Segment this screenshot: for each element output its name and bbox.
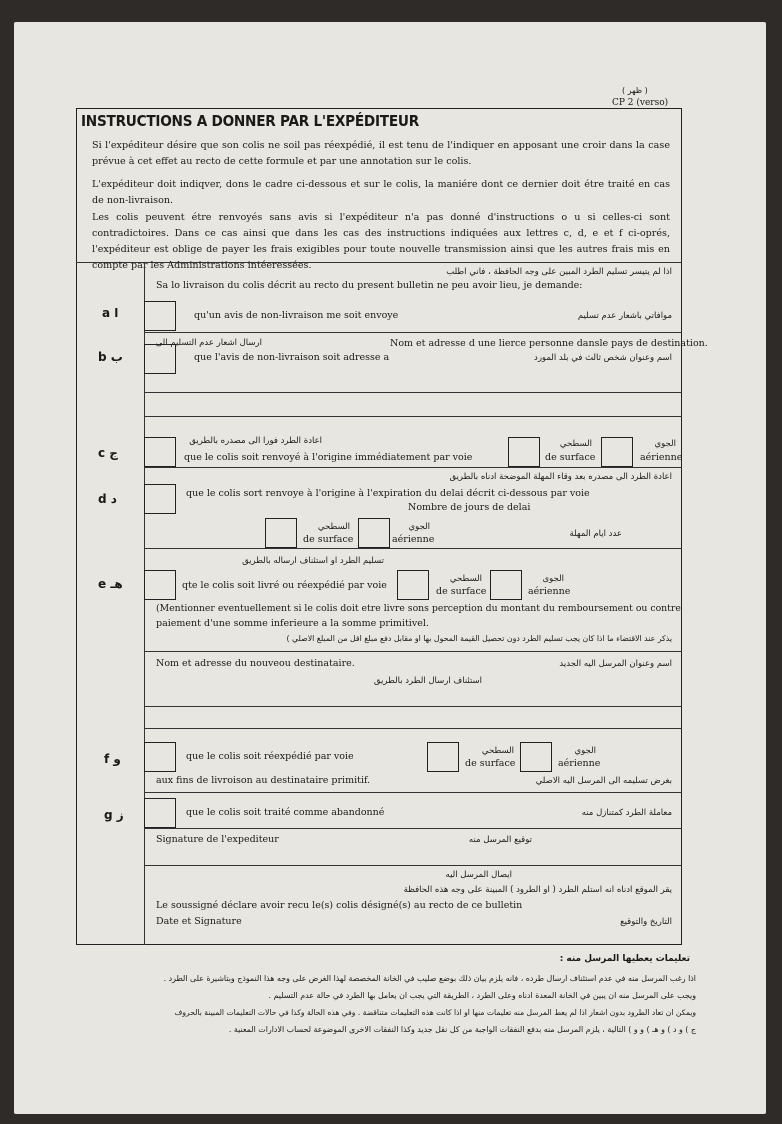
row-e-note-arabic: يذكر عند الاقتضاء ما اذا كان يجب تسليم الطرد دون تحصيل القيمة المحول بها او مقابل دفع مبلغ اقل من المبلغ الاصلي ) [286, 634, 672, 643]
sender-signature-arabic: توقيع المرسل منه [468, 835, 532, 845]
divider-e2 [144, 706, 682, 707]
request-text: Sa lo livraison du colis décrit au recto du present bulletin ne peu avoir lieu, je demande: [156, 280, 583, 291]
row-c-text: que le colis soit renvoyé à l'origine immédiatement par voie [184, 452, 473, 463]
row-e-label: e هـ [98, 577, 123, 591]
divider-f [144, 792, 682, 793]
row-e-air-label: aérienne [528, 586, 571, 597]
row-d-delay-label: Nombre de jours de delai [408, 502, 531, 513]
row-b-name-label: Nom et adresse d une lierce personne danslе pays de destination. [390, 338, 708, 349]
receipt-declaration: Le soussigné déclare avoir recu le(s) colis désigné(s) au recto de ce bulletin [156, 900, 523, 911]
receipt-arabic: يقر الموقع ادناه انه استلم الطرد ( او الطرود ) المبينة على وجه هذه الحافظة [403, 885, 672, 895]
row-d-air-checkbox[interactable] [358, 518, 390, 548]
table-top-line [76, 262, 682, 263]
row-e-note-line-2: paiement d'une somme inferieure a la somme primitivel. [156, 618, 429, 629]
row-f-air-label: aérienne [558, 758, 601, 769]
row-e-note-line-1: (Mentionner eventuellement si le colis doit etre livre sons perception du montant du remboursement ou contre [156, 603, 681, 614]
row-d-surface-checkbox[interactable] [265, 518, 297, 548]
row-b-label: b ب [98, 350, 123, 364]
form-title: INSTRUCTIONS A DONNER PAR L'EXPÉDITEUR [81, 112, 419, 130]
footer-line-3: ويمكن ان تعاد الطرود بدون اشعار اذا لم يعط المرسل منه تعليمات منها او اذا كانت هذه التعليمات متناقضة . وفي هذه الحالة وكذا في حالات التعليمات المبينة بالحروف [174, 1008, 696, 1017]
row-e-arabic-top: تسليم الطرد او استئناف ارساله بالطريق [242, 556, 384, 566]
row-b-arabic-top: ارسال اشعار عدم التسليم الى [155, 338, 262, 348]
form-code: CP 2 (verso) [612, 98, 669, 108]
divider-b2 [144, 416, 682, 417]
row-b-text: que l'avis de non-livraison soit adresse a [194, 352, 390, 363]
row-e-new-recipient-arabic: اسم وعنوان المرسل اليه الجديد [559, 659, 672, 669]
row-a-label: a ا [102, 306, 119, 320]
row-d-checkbox[interactable] [144, 484, 176, 514]
row-g-arabic: معاملة الطرد كمتنازل منه [581, 808, 672, 818]
row-g-text: que le colis soit traité comme abandonné [186, 807, 385, 818]
row-g-label: g ز [104, 808, 124, 822]
row-c-air-arabic: الجوي [654, 439, 676, 449]
date-signature-arabic: التاريخ والتوقيع [620, 917, 672, 927]
row-f-text-2: aux fins de livroison au destinataire primitif. [156, 775, 371, 786]
row-g-checkbox[interactable] [144, 798, 176, 828]
receipt-title-arabic: ايصال المرسل اليه [445, 870, 512, 880]
row-c-surface-arabic: السطحي [559, 439, 592, 449]
row-e-surface-label: de surface [436, 586, 487, 597]
divider-signature [144, 865, 682, 866]
intro-paragraph-2: L'expéditeur doit indiqver, dons le cadre ci-dessous et sur le colis, la maniére dont ce dernier doit étre traité en cas de non-livraison. [92, 179, 670, 206]
row-b-checkbox[interactable] [144, 344, 176, 374]
row-c-arabic-top: اعادة الطرد فورا الى مصدره بالطريق [189, 436, 322, 446]
row-f-arabic-2: بغرض تسليمه الى المرسل اليه الاصلي [535, 776, 672, 786]
sender-signature-label: Signature de l'expediteur [156, 834, 279, 845]
row-c-surface-label: de surface [545, 452, 596, 463]
footer-line-1: اذا رغب المرسل منه في عدم استئناف ارسال طرده ، فانه يلزم بيان ذلك بوضع صليب في الخانة المخصصة لهذا الغرض على وجه هذا النموذج وبتاشيرة على الطرد . [163, 974, 696, 983]
divider-d [144, 548, 682, 549]
footer-title: تعليمات يعطيها المرسل منه : [559, 954, 690, 964]
date-signature-label: Date et Signature [156, 916, 242, 927]
row-a-arabic: موافاتي باشعار عدم تسليم [577, 311, 672, 321]
row-c-label: c ج [98, 446, 118, 460]
row-f-surface-arabic: السطحي [481, 746, 514, 756]
row-a-checkbox[interactable] [144, 301, 176, 331]
row-f-air-arabic: الجوي [574, 746, 596, 756]
row-e-surface-arabic: السطحي [449, 574, 482, 584]
row-e-surface-checkbox[interactable] [397, 570, 429, 600]
request-arabic: اذا لم يتيسر تسليم الطرد المبين على وجه الحافظة ، فاني اطلب [446, 267, 672, 277]
row-c-surface-checkbox[interactable] [508, 437, 540, 467]
row-e-new-recipient-label: Nom et adresse du nouveou destinataire. [156, 658, 355, 669]
row-c-checkbox[interactable] [144, 437, 176, 467]
row-e-forward-arabic: استئناف ارسال الطرد بالطريق [373, 676, 482, 686]
row-e-text: qte le colis soit livré ou réexpédié par voie [182, 580, 387, 591]
row-a-text: qu'un avis de non-livraison me soit envoye [194, 310, 399, 321]
row-b-arabic: اسم وعنوان شخص ثالث في بلد المورد [534, 353, 672, 363]
divider-e3 [144, 728, 682, 729]
footer-line-2: ويجب على المرسل منه ان يبين في الخانة المعدة ادناه وعلى الطرد ، الطريقة التي يجب ان يعامل بها الطرد في حالة عدم التسليم . [268, 991, 696, 1000]
row-c-air-checkbox[interactable] [601, 437, 633, 467]
receipt-date-signature-field[interactable] [260, 916, 600, 932]
row-f-checkbox[interactable] [144, 742, 176, 772]
row-d-text: que le colis sort renvoye à l'origine à l'expiration du delai décrit ci-dessous par voie [186, 488, 590, 499]
divider-a [144, 332, 682, 333]
row-f-label: f و [104, 752, 121, 766]
row-f-surface-label: de surface [465, 758, 516, 769]
row-d-arabic-top: اعادة الطرد الى مصدره بعد وقاء المهلة الموضحة ادناه بالطريق [449, 472, 672, 482]
divider-e1 [144, 651, 682, 652]
divider-g [144, 828, 682, 829]
row-e-air-arabic: الجوى [542, 574, 564, 584]
row-d-air-arabic: الجوي [408, 522, 430, 532]
intro-paragraph-3: Les colis peuvent étre renvoyés sans avis si l'expéditeur n'a pas donné d'instructions o u si celles-ci sont contradictoires. Dans ce cas ainsi que dans les cas des instructions indiquées aux lettres c, d, e et f ci-oprés, l'expéditeur est oblige de payer les frais exigibles pour toute nouvelle transmission ainsi que les autres frais mis en compte par les Administrations intéeressées. [92, 212, 670, 271]
row-f-surface-checkbox[interactable] [427, 742, 459, 772]
divider-b1 [144, 392, 682, 393]
sender-signature-field[interactable] [350, 848, 500, 862]
row-e-checkbox[interactable] [144, 570, 176, 600]
row-d-surface-label: de surface [303, 534, 354, 545]
row-d-surface-arabic: السطحي [317, 522, 350, 532]
row-c-air-label: aérienne [640, 452, 683, 463]
row-e-air-checkbox[interactable] [490, 570, 522, 600]
row-d-delay-arabic: عدد ايام المهلة [569, 529, 622, 539]
intro-paragraph-1: Si l'expéditeur désire que son colis ne soil pas réexpédié, il est tenu de l'indiquer en apposant une croir dans la case prévue à cet effet au recto de cette formule et par une annotation sur le colis. [92, 140, 670, 167]
row-d-air-label: aérienne [392, 534, 435, 545]
footer-line-4: ج ) و د ) و هـ ) و و ) التالية ، يلزم المرسل منه بدفع النفقات الواجبة من كل نقل جديد وكذا النفقات الاخرى الموضوعة لحساب الادارات المعنية . [228, 1025, 696, 1034]
verso-arabic: ( ظهر ) [622, 86, 648, 95]
divider-c [144, 467, 682, 468]
row-f-air-checkbox[interactable] [520, 742, 552, 772]
row-d-label: d د [98, 492, 117, 506]
row-f-text: que le colis soit réexpédié par voie [186, 751, 354, 762]
